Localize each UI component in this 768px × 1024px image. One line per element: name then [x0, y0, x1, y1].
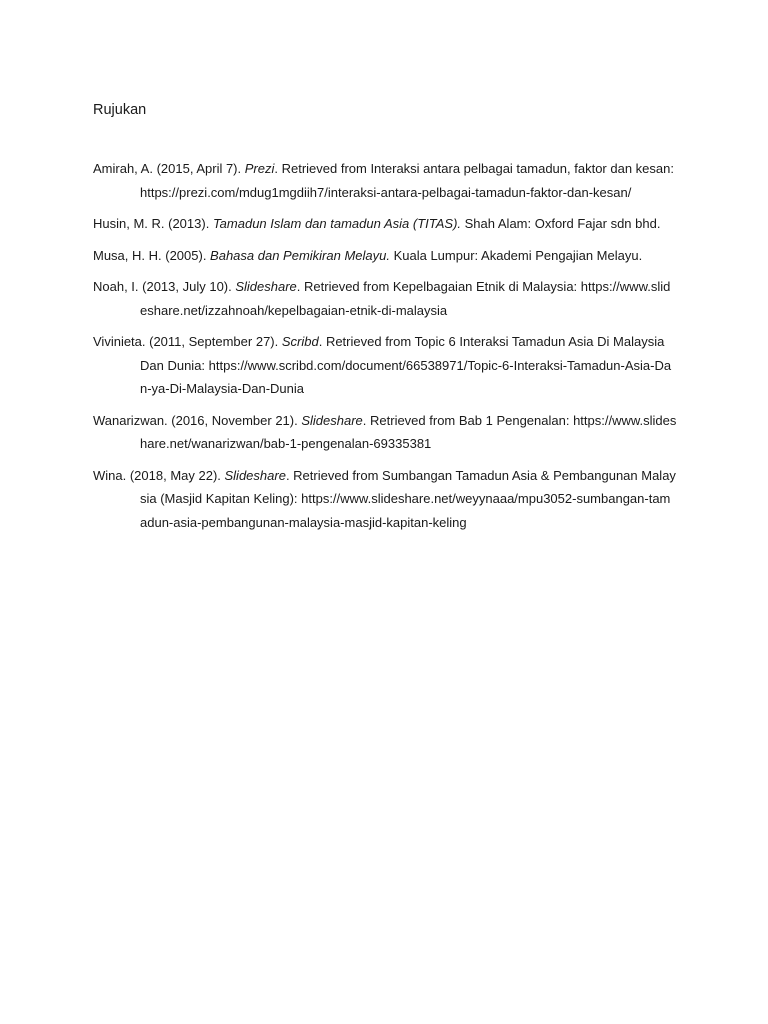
reference-rest: . Retrieved from Kepelbagaian Etnik di Malaysia: https://www.slideshare.net/izzahnoah/kepelbagaian-etnik-di-malaysia	[140, 279, 671, 318]
reference-title: Slideshare	[235, 279, 297, 294]
reference-lead: Wanarizwan. (2016, November 21).	[93, 412, 302, 428]
reference-title: Scribd	[281, 334, 319, 349]
reference-rest: Shah Alam: Oxford Fajar sdn bhd.	[461, 216, 661, 231]
reference-title: Bahasa dan Pemikiran Melayu.	[210, 247, 390, 263]
reference-list	[93, 157, 677, 542]
reference-lead: Wina. (2018, May 22).	[93, 467, 225, 483]
reference-entry	[93, 464, 677, 535]
reference-entry	[93, 330, 677, 401]
reference-rest: . Retrieved from Topic 6 Interaksi Tamadun Asia Di Malaysia Dan Dunia: https://www.scribd.com/document/66538971/Topic-6-Interaksi-Tamadun-Asia-Dan-ya-Di-Malaysia-Dan-Dunia	[140, 334, 672, 396]
reference-lead: Musa, H. H. (2005).	[93, 247, 211, 263]
reference-rest: . Retrieved from Interaksi antara pelbagai tamadun, faktor dan kesan: https://prezi.com/mdug1mgdiih7/interaksi-antara-pelbagai-tamadun-faktor-dan-kesan/	[140, 161, 674, 200]
reference-entry	[93, 275, 677, 322]
reference-lead: Amirah, A. (2015, April 7).	[93, 161, 245, 176]
reference-title: Tamadun Islam dan tamadun Asia (TITAS).	[212, 216, 462, 231]
reference-entry	[93, 244, 677, 268]
reference-rest: . Retrieved from Sumbangan Tamadun Asia & Pembangunan Malaysia (Masjid Kapitan Keling): https://www.slideshare.net/weyynaaa/mpu3052-sumbangan-tamadun-asia-pembangunan-malaysia-masjid-kapitan-keling	[140, 467, 676, 530]
reference-entry	[93, 212, 677, 236]
reference-title: Prezi	[244, 161, 275, 176]
reference-title: Slideshare	[224, 467, 286, 483]
reference-lead: Noah, I. (2013, July 10).	[93, 279, 236, 294]
page-title: Rujukan	[93, 102, 147, 118]
reference-rest: Kuala Lumpur: Akademi Pengajian Melayu.	[389, 247, 643, 263]
reference-lead: Vivinieta. (2011, September 27).	[93, 334, 282, 349]
reference-title: Slideshare	[301, 412, 363, 428]
reference-lead: Husin, M. R. (2013).	[93, 216, 213, 231]
reference-entry	[93, 409, 677, 456]
reference-entry	[93, 157, 677, 204]
reference-rest: . Retrieved from Bab 1 Pengenalan: https://www.slideshare.net/wanarizwan/bab-1-pengenalan-69335381	[140, 412, 677, 451]
